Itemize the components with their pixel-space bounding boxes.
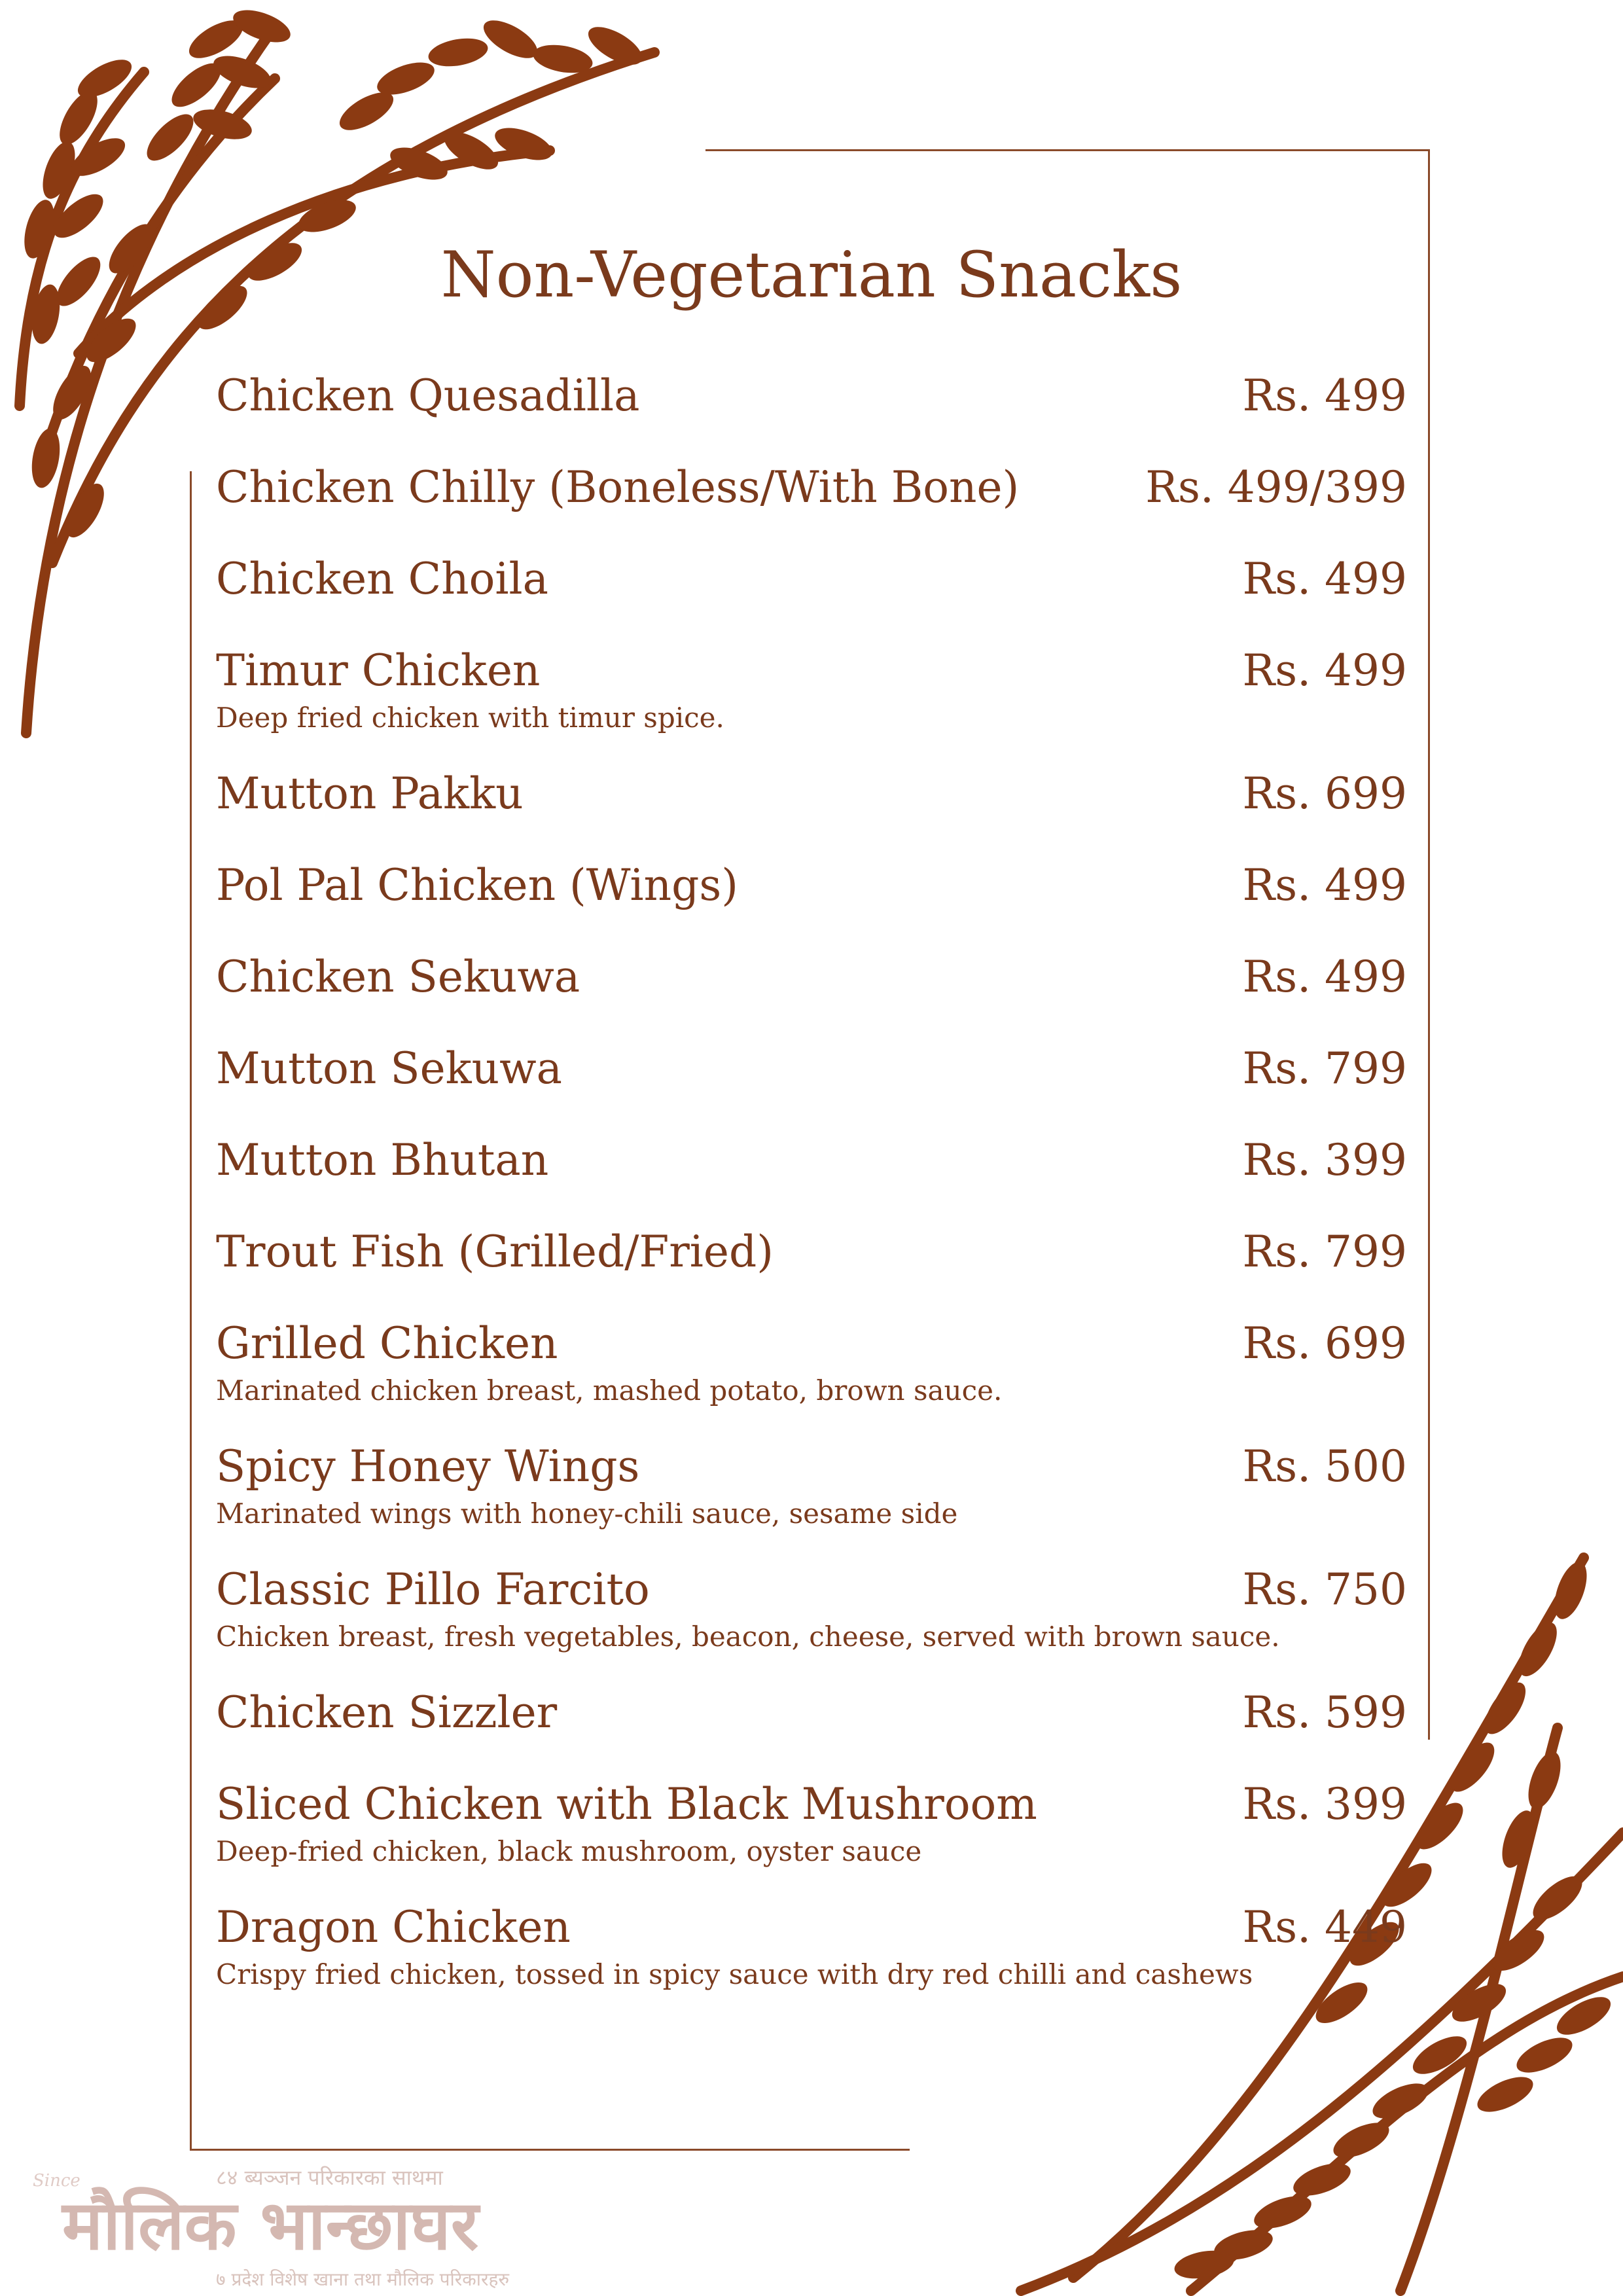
menu-item-name: Pol Pal Chicken (Wings)	[216, 860, 738, 910]
menu-item-name: Chicken Sekuwa	[216, 952, 580, 1002]
menu-item-price: Rs. 499	[1242, 370, 1407, 421]
menu-item-name: Timur Chicken	[216, 645, 541, 696]
wheat-grain-icon	[1368, 2076, 1433, 2125]
wheat-grain-icon	[1522, 1748, 1567, 1813]
menu-item-name: Chicken Choila	[216, 554, 548, 604]
wheat-grain-icon	[27, 426, 63, 490]
menu-item	[216, 1772, 1407, 1895]
menu-item-row	[216, 1128, 1407, 1193]
menu-item-row	[216, 1311, 1407, 1376]
menu-item	[216, 1434, 1407, 1557]
menu-item	[216, 1036, 1407, 1128]
wheat-grain-icon	[1472, 2070, 1538, 2119]
menu-item-name: Chicken Chilly (Boneless/With Bone)	[216, 462, 1020, 512]
menu-item-name: Mutton Sekuwa	[216, 1043, 562, 1094]
menu-item	[216, 761, 1407, 853]
restaurant-logo	[26, 2163, 550, 2294]
logo-name: मौलिक भान्छाघर	[62, 2185, 479, 2265]
menu-item-row	[216, 455, 1407, 520]
menu-item-name: Spicy Honey Wings	[216, 1441, 640, 1492]
menu-item-name: Mutton Pakku	[216, 768, 524, 819]
menu-item-price: Rs. 799	[1242, 1043, 1407, 1094]
menu-item-name: Chicken Quesadilla	[216, 370, 640, 421]
page-title: Non-Vegetarian Snacks	[440, 238, 1183, 312]
menu-item-row	[216, 638, 1407, 704]
menu-item	[216, 1557, 1407, 1680]
menu-item-row	[216, 1434, 1407, 1499]
menu-item-price: Rs. 750	[1242, 1564, 1407, 1615]
menu-item-name: Trout Fish (Grilled/Fried)	[216, 1227, 774, 1277]
wheat-grain-icon	[1512, 2030, 1577, 2079]
menu-item-row	[216, 363, 1407, 429]
menu-list	[216, 363, 1407, 2018]
menu-item-price: Rs. 699	[1242, 1318, 1407, 1369]
menu-item	[216, 1219, 1407, 1311]
logo-tagline: ८४ ब्यञ्जन परिकारका साथमा	[216, 2165, 443, 2190]
wheat-grain-icon	[426, 34, 490, 70]
menu-item	[216, 853, 1407, 944]
menu-item	[216, 638, 1407, 761]
menu-item-row	[216, 1219, 1407, 1285]
menu-item-row	[216, 1680, 1407, 1746]
menu-item-price: Rs. 399	[1242, 1779, 1407, 1829]
menu-item-row	[216, 1036, 1407, 1102]
menu-item	[216, 1128, 1407, 1219]
menu-item-row	[216, 1557, 1407, 1623]
menu-item-description: Crispy fried chicken, tossed in spicy sauce with dry red chilli and cashews	[216, 1958, 1253, 1990]
frame-bottom-line	[190, 2149, 910, 2151]
menu-item-price: Rs. 499	[1242, 645, 1407, 696]
menu-item-price: Rs. 499	[1242, 952, 1407, 1002]
menu-item	[216, 1680, 1407, 1772]
menu-item-price: Rs. 599	[1242, 1687, 1407, 1738]
menu-item-row	[216, 547, 1407, 612]
menu-item-row	[216, 944, 1407, 1010]
logo-badge: Since	[33, 2171, 80, 2191]
menu-item-row	[216, 1895, 1407, 1960]
menu-item-row	[216, 1772, 1407, 1837]
menu-item-description: Deep-fried chicken, black mushroom, oyster sauce	[216, 1835, 922, 1867]
menu-item-description: Deep fried chicken with timur spice.	[216, 702, 724, 734]
menu-item	[216, 547, 1407, 638]
menu-item-name: Mutton Bhutan	[216, 1135, 549, 1185]
menu-item-price: Rs. 499	[1242, 860, 1407, 910]
menu-item	[216, 944, 1407, 1036]
frame-left-line	[190, 471, 192, 2150]
menu-item-price: Rs. 500	[1242, 1441, 1407, 1492]
menu-item	[216, 1311, 1407, 1434]
wheat-grain-icon	[478, 13, 543, 66]
menu-item-price: Rs. 449	[1242, 1902, 1407, 1952]
menu-item	[216, 455, 1407, 547]
menu-item-price: Rs. 799	[1242, 1227, 1407, 1277]
logo-subline: ७ प्रदेश विशेष खाना तथा मौलिक परिकारहरु	[216, 2269, 510, 2290]
menu-item-row	[216, 853, 1407, 918]
menu-item-name: Dragon Chicken	[216, 1902, 571, 1952]
menu-item-name: Classic Pillo Farcito	[216, 1564, 650, 1615]
menu-item-description: Chicken breast, fresh vegetables, beacon, cheese, served with brown sauce.	[216, 1621, 1280, 1653]
menu-item-price: Rs. 399	[1242, 1135, 1407, 1185]
menu-item-price: Rs. 499	[1242, 554, 1407, 604]
menu-item-name: Grilled Chicken	[216, 1318, 558, 1369]
menu-item	[216, 363, 1407, 455]
menu-item	[216, 1895, 1407, 2018]
menu-item-description: Marinated chicken breast, mashed potato, brown sauce.	[216, 1374, 1003, 1407]
frame-top-line	[705, 149, 1429, 151]
menu-item-price: Rs. 499/399	[1145, 462, 1407, 512]
menu-item-row	[216, 761, 1407, 827]
menu-item-price: Rs. 699	[1242, 768, 1407, 819]
menu-item-name: Sliced Chicken with Black Mushroom	[216, 1779, 1037, 1829]
frame-right-line	[1428, 149, 1430, 1740]
menu-item-description: Marinated wings with honey-chili sauce, sesame side	[216, 1498, 958, 1530]
menu-item-name: Chicken Sizzler	[216, 1687, 558, 1738]
